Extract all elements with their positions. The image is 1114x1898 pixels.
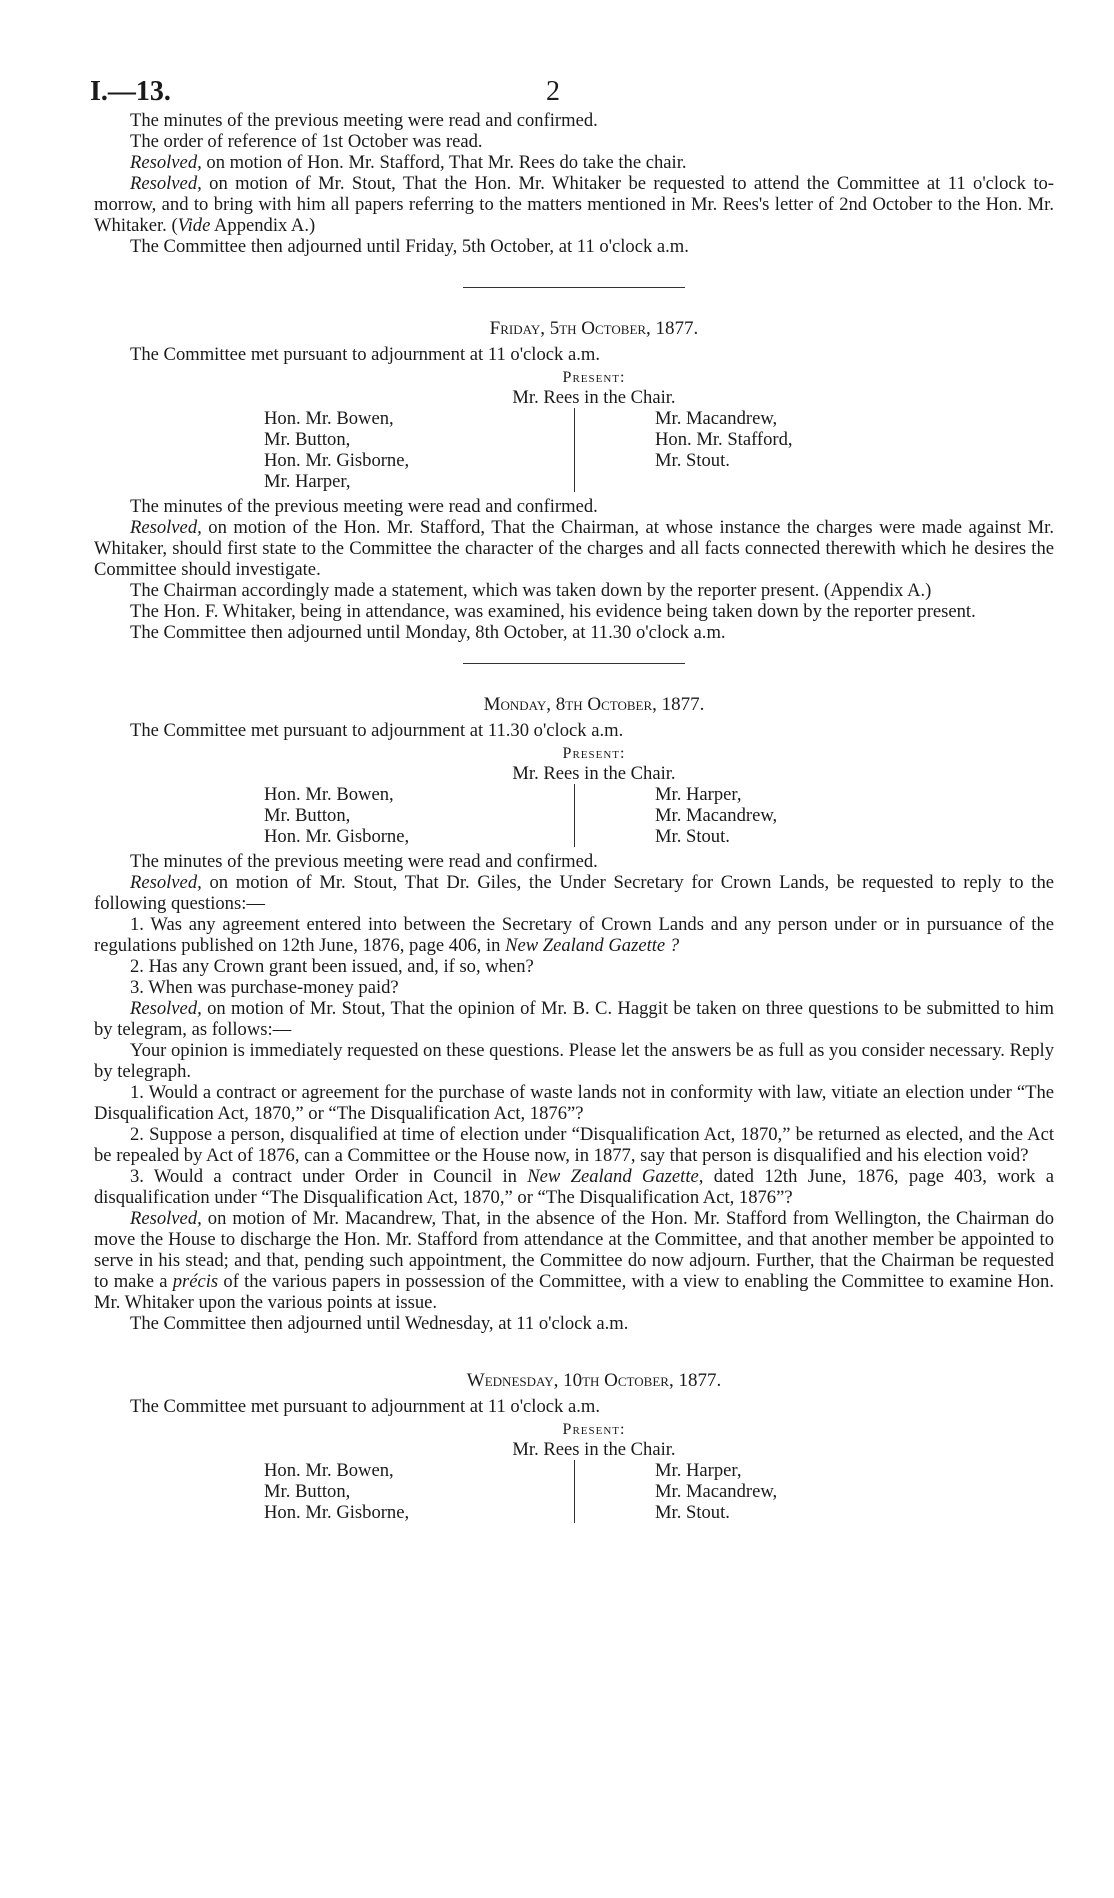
members-left-column [264, 408, 574, 492]
resolved-label: Resolved, [130, 872, 202, 893]
meeting-friday [94, 318, 1054, 643]
member: Mr. Harper, [264, 471, 351, 492]
member: Hon. Mr. Bowen, [264, 1460, 394, 1481]
members-right-column [605, 784, 777, 847]
member: Hon. Mr. Gisborne, [264, 450, 410, 471]
telegram-text: Your opinion is immediately requested on these questions. Please let the answers be as full as you consider necessary. Reply by telegraph. [94, 1040, 1054, 1082]
members-left-column [264, 1460, 574, 1523]
resolution: Resolved, on motion of the Hon. Mr. Stafford, That the Chairman, at whose instance the charges were made against Mr. Whitaker, should first state to the Committee the character of the charges and all facts connected therewith which he desires the Committee should investigate. [94, 517, 1054, 580]
adjournment: The Committee then adjourned until Friday, 5th October, at 11 o'clock a.m. [130, 236, 689, 257]
member: Hon. Mr. Bowen, [264, 408, 394, 429]
members-list [264, 1460, 864, 1523]
resolved-label: Resolved, [130, 517, 202, 538]
chair-line: Mr. Rees in the Chair. [512, 1439, 676, 1460]
resolution: Resolved, on motion of Mr. Stout, That the Hon. Mr. Whitaker be requested to attend the Committee at 11 o'clock to-morrow, and to bring with him all papers referring to the matters mentioned in Mr. Rees's letter of 2nd October to the Hon. Mr. Whitaker. (Vide Appendix A.) [94, 173, 1054, 236]
chair-line: Mr. Rees in the Chair. [512, 763, 676, 784]
column-divider [574, 408, 575, 492]
member: Mr. Harper, [655, 1460, 742, 1481]
column-divider [574, 784, 575, 847]
meeting-opening: The Committee met pursuant to adjournment at 11 o'clock a.m. [130, 1396, 600, 1417]
adjournment: The Committee then adjourned until Monday, 8th October, at 11.30 o'clock a.m. [130, 622, 726, 643]
telegram-question: 3. Would a contract under Order in Council in New Zealand Gazette, dated 12th June, 1876, page 403, work a disqualification under “The Disqualification Act, 1870,” or “The Disqualification Act, 1876”? [94, 1166, 1054, 1208]
section-divider [463, 287, 685, 288]
meeting-opening: The Committee met pursuant to adjournment at 11 o'clock a.m. [130, 344, 600, 365]
member: Mr. Stout. [655, 826, 730, 847]
meeting-monday [94, 694, 1054, 1334]
resolution: Resolved, on motion of Mr. Stout, That Dr. Giles, the Under Secretary for Crown Lands, be requested to reply to the following questions:— [94, 872, 1054, 914]
member: Mr. Button, [264, 429, 351, 450]
meeting-date: Monday, 8th October, 1877. [483, 694, 705, 715]
question: 3. When was purchase-money paid? [130, 977, 399, 998]
chair-line: Mr. Rees in the Chair. [512, 387, 676, 408]
paragraph: The minutes of the previous meeting were read and confirmed. [130, 851, 598, 872]
meeting-date: Wednesday, 10th October, 1877. [466, 1370, 722, 1391]
member: Hon. Mr. Stafford, [655, 429, 793, 450]
resolved-label: Resolved, [130, 998, 202, 1019]
page-header [90, 64, 1054, 108]
members-left-column [264, 784, 574, 847]
member: Mr. Button, [264, 1481, 351, 1502]
members-list [264, 408, 864, 492]
question: 1. Was any agreement entered into between the Secretary of Crown Lands and any person under or in pursuance of the regulations published on 12th June, 1876, page 406, in New Zealand Gazette ? [94, 914, 1054, 956]
question: 2. Has any Crown grant been issued, and, if so, when? [130, 956, 534, 977]
resolved-label: Resolved, [130, 1208, 202, 1229]
paragraph: The order of reference of 1st October was read. [130, 131, 483, 152]
meeting-wednesday [94, 1370, 1054, 1523]
members-list [264, 784, 864, 847]
telegram-question: 1. Would a contract or agreement for the purchase of waste lands not in conformity with law, vitiate an election under “The Disqualification Act, 1870,” or “The Disqualification Act, 1876”? [94, 1082, 1054, 1124]
meeting-opening: The Committee met pursuant to adjournment at 11.30 o'clock a.m. [130, 720, 624, 741]
present-heading: Present: [562, 1421, 626, 1438]
member: Hon. Mr. Gisborne, [264, 826, 410, 847]
present-heading: Present: [562, 745, 626, 762]
member: Mr. Stout. [655, 1502, 730, 1523]
member: Hon. Mr. Bowen, [264, 784, 394, 805]
resolution: Resolved, on motion of Mr. Stout, That the opinion of Mr. B. C. Haggit be taken on three questions to be submitted to him by telegram, as follows:— [94, 998, 1054, 1040]
members-right-column [605, 408, 793, 492]
member: Mr. Harper, [655, 784, 742, 805]
resolution: Resolved, on motion of Hon. Mr. Stafford, That Mr. Rees do take the chair. [130, 152, 687, 173]
page-number: 2 [546, 76, 560, 107]
paper-reference: I.—13. [90, 76, 171, 107]
intro-minutes [94, 110, 1054, 257]
resolved-label: Resolved, [130, 152, 202, 173]
present-heading: Present: [562, 369, 626, 386]
member: Mr. Stout. [655, 450, 730, 471]
paragraph: The Chairman accordingly made a statement, which was taken down by the reporter present. (Appendix A.) [130, 580, 932, 601]
column-divider [574, 1460, 575, 1523]
paragraph: The minutes of the previous meeting were read and confirmed. [130, 496, 598, 517]
resolved-label: Resolved, [130, 173, 202, 194]
member: Mr. Macandrew, [655, 805, 778, 826]
member: Hon. Mr. Gisborne, [264, 1502, 410, 1523]
resolution: Resolved, on motion of Mr. Macandrew, That, in the absence of the Hon. Mr. Stafford from Wellington, the Chairman do move the House to discharge the Hon. Mr. Stafford from attendance at the Committee, and that another member be appointed to serve in his stead; and that, pending such appointment, the Committee do now adjourn. Further, that the Chairman be requested to make a précis of the various papers in possession of the Committee, with a view to enabling the Committee to examine Hon. Mr. Whitaker upon the various points at issue. [94, 1208, 1054, 1313]
member: Mr. Macandrew, [655, 408, 778, 429]
paragraph: The Hon. F. Whitaker, being in attendance, was examined, his evidence being taken down by the reporter present. [130, 601, 976, 622]
section-divider [463, 663, 685, 664]
members-right-column [605, 1460, 777, 1523]
meeting-date: Friday, 5th October, 1877. [489, 318, 699, 339]
member: Mr. Button, [264, 805, 351, 826]
member: Mr. Macandrew, [655, 1481, 778, 1502]
telegram-question: 2. Suppose a person, disqualified at time of election under “Disqualification Act, 1870,” be returned as elected, and the Act be repealed by Act of 1876, can a Committee or the House now, in 1877, say that person is disqualified and his election void? [94, 1124, 1054, 1166]
paragraph: The minutes of the previous meeting were read and confirmed. [130, 110, 598, 131]
document-page [90, 64, 1054, 1523]
adjournment: The Committee then adjourned until Wednesday, at 11 o'clock a.m. [130, 1313, 629, 1334]
